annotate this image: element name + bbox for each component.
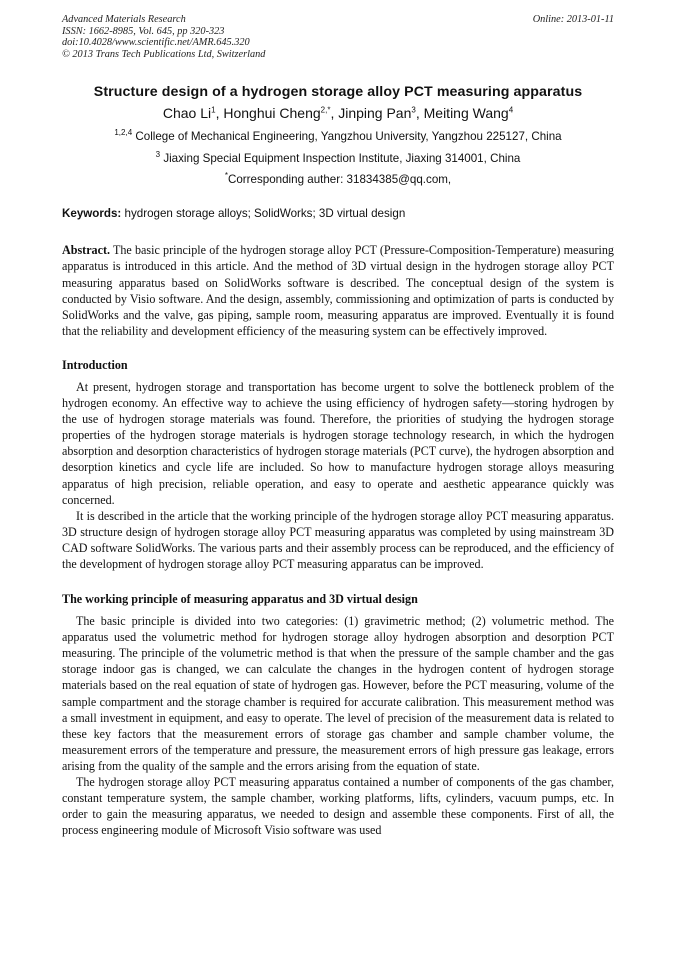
doi-line: doi:10.4028/www.scientific.net/AMR.645.320 bbox=[62, 37, 250, 49]
section-heading-working-principle: The working principle of measuring apparatus and 3D virtual design bbox=[62, 592, 418, 607]
corresponding-author bbox=[62, 173, 614, 187]
journal-header bbox=[62, 14, 614, 60]
author-affiliation-mark: 2,* bbox=[320, 105, 331, 115]
affiliation-text: College of Mechanical Engineering, Yangzhou University, Yangzhou 225127, China bbox=[135, 130, 562, 144]
affiliation-mark: * bbox=[224, 171, 228, 181]
section-heading-introduction: Introduction bbox=[62, 357, 128, 372]
paragraph: It is described in the article that the working principle of the hydrogen storage alloy PCT measuring apparatus. 3D structure design of hydrogen storage alloy PCT measuring apparatus was completed by using mainstream 3D CAD software SolidWorks. The various parts and their assembly process can be reproduced, and the efficiency of the development of hydrogen storage alloy PCT measuring apparatus can be improved. bbox=[62, 508, 614, 571]
author-separator: , bbox=[415, 105, 424, 122]
affiliation bbox=[62, 130, 614, 144]
author-name: Meiting Wang bbox=[423, 105, 509, 122]
paper-page bbox=[62, 14, 614, 838]
author-list bbox=[62, 105, 614, 121]
affiliation-text: Jiaxing Special Equipment Inspection Institute, Jiaxing 314001, China bbox=[163, 152, 521, 166]
author-name: Jinping Pan bbox=[338, 105, 412, 122]
paper-title: Structure design of a hydrogen storage alloy PCT measuring apparatus bbox=[93, 84, 583, 101]
author-affiliation-mark: 1 bbox=[211, 105, 216, 115]
author-separator: , bbox=[330, 105, 339, 122]
affiliation-mark: 3 bbox=[155, 150, 161, 160]
journal-name: Advanced Materials Research bbox=[62, 14, 186, 25]
paragraph: The basic principle is divided into two categories: (1) gravimetric method; (2) volumetric method. The apparatus used the volumetric method for hydrogen storage alloy hydrogen absorption and desorption PCT measuring. The principle of the volumetric method is that when the pressure of the sample chamber and the gas storage indoor gas is changed, we can calculate the changes in the hydrogen content of hydrogen storage materials based on the real equation of state of hydrogen gas. However, before the PCT measuring, volume of the sample compartment and the storage chamber is required for accurate calibration. This measurement method was a small investment in equipment, and easy to operate. The level of precision of the measurement data is related to these key factors that the measurement errors of storage gas chamber and sample chamber volume, the measurement errors of the temperature and pressure, the measurement errors of high pressure gas leakage, errors arising from the quality of the sample and the errors arising from the equation of state. bbox=[62, 614, 614, 773]
abstract-label: Abstract. bbox=[62, 243, 111, 258]
author-name: Honghui Cheng bbox=[223, 105, 321, 122]
abstract bbox=[62, 242, 614, 339]
affiliation bbox=[62, 152, 614, 166]
author-affiliation-mark: 4 bbox=[508, 105, 514, 115]
online-date: Online: 2013-01-11 bbox=[532, 14, 614, 25]
abstract-text: The basic principle of the hydrogen storage alloy PCT (Pressure-Composition-Temperature) measuring apparatus is introduced in this article. And the method of 3D virtual design in the hydrogen storage alloy PCT measuring apparatus based on SolidWorks software is described. The conceptual design of the system is conducted by Visio software. And the design, assembly, commissioning and optimization of parts is conducted by SolidWorks and the valve, gas piping, sample room, measuring apparatus are improved. Eventually it is found that the reliability and development efficiency of the measuring system can be effectively improved. bbox=[62, 243, 614, 338]
affiliation-mark: 1,2,4 bbox=[114, 128, 133, 138]
paragraph: At present, hydrogen storage and transportation has become urgent to solve the bottleneck problem of the hydrogen economy. An effective way to achieve the using efficiency of hydrogen safety—storing hydrogen by the use of hydrogen storage materials was found. Therefore, the priorities of studying the hydrogen storage properties of the hydrogen storage materials is hydrogen storage technology research, in which the hydrogen absorption and desorption characteristics of hydrogen storage materials (PCT curve), the hydrogen absorption and desorption kinetics and cycle life are included. So how to manufacture hydrogen storage alloys measuring apparatus of high precision, reliable operation, and easy to operate and aesthetic appearance quickly was concerned. bbox=[62, 379, 614, 507]
issn-line: ISSN: 1662-8985, Vol. 645, pp 320-323 bbox=[62, 25, 225, 37]
paragraph: The hydrogen storage alloy PCT measuring apparatus contained a number of components of the gas chamber, constant temperature system, the sample chamber, working platforms, lifts, cylinders, vacuum pumps, etc. In order to gain the measuring apparatus, we needed to design and assemble these components. First of all, the process engineering module of Microsoft Visio software was used bbox=[62, 775, 614, 838]
keywords-text: hydrogen storage alloys; SolidWorks; 3D virtual design bbox=[124, 207, 406, 221]
keywords-label: Keywords: bbox=[62, 207, 122, 221]
copyright-line: © 2013 Trans Tech Publications Ltd, Switzerland bbox=[62, 48, 266, 60]
author-affiliation-mark: 3 bbox=[411, 105, 416, 115]
author-name: Chao Li bbox=[162, 105, 212, 122]
corresponding-email: Corresponding auther: 31834385@qq.com, bbox=[227, 173, 452, 187]
author-separator: , bbox=[215, 105, 224, 122]
keywords bbox=[62, 207, 614, 220]
